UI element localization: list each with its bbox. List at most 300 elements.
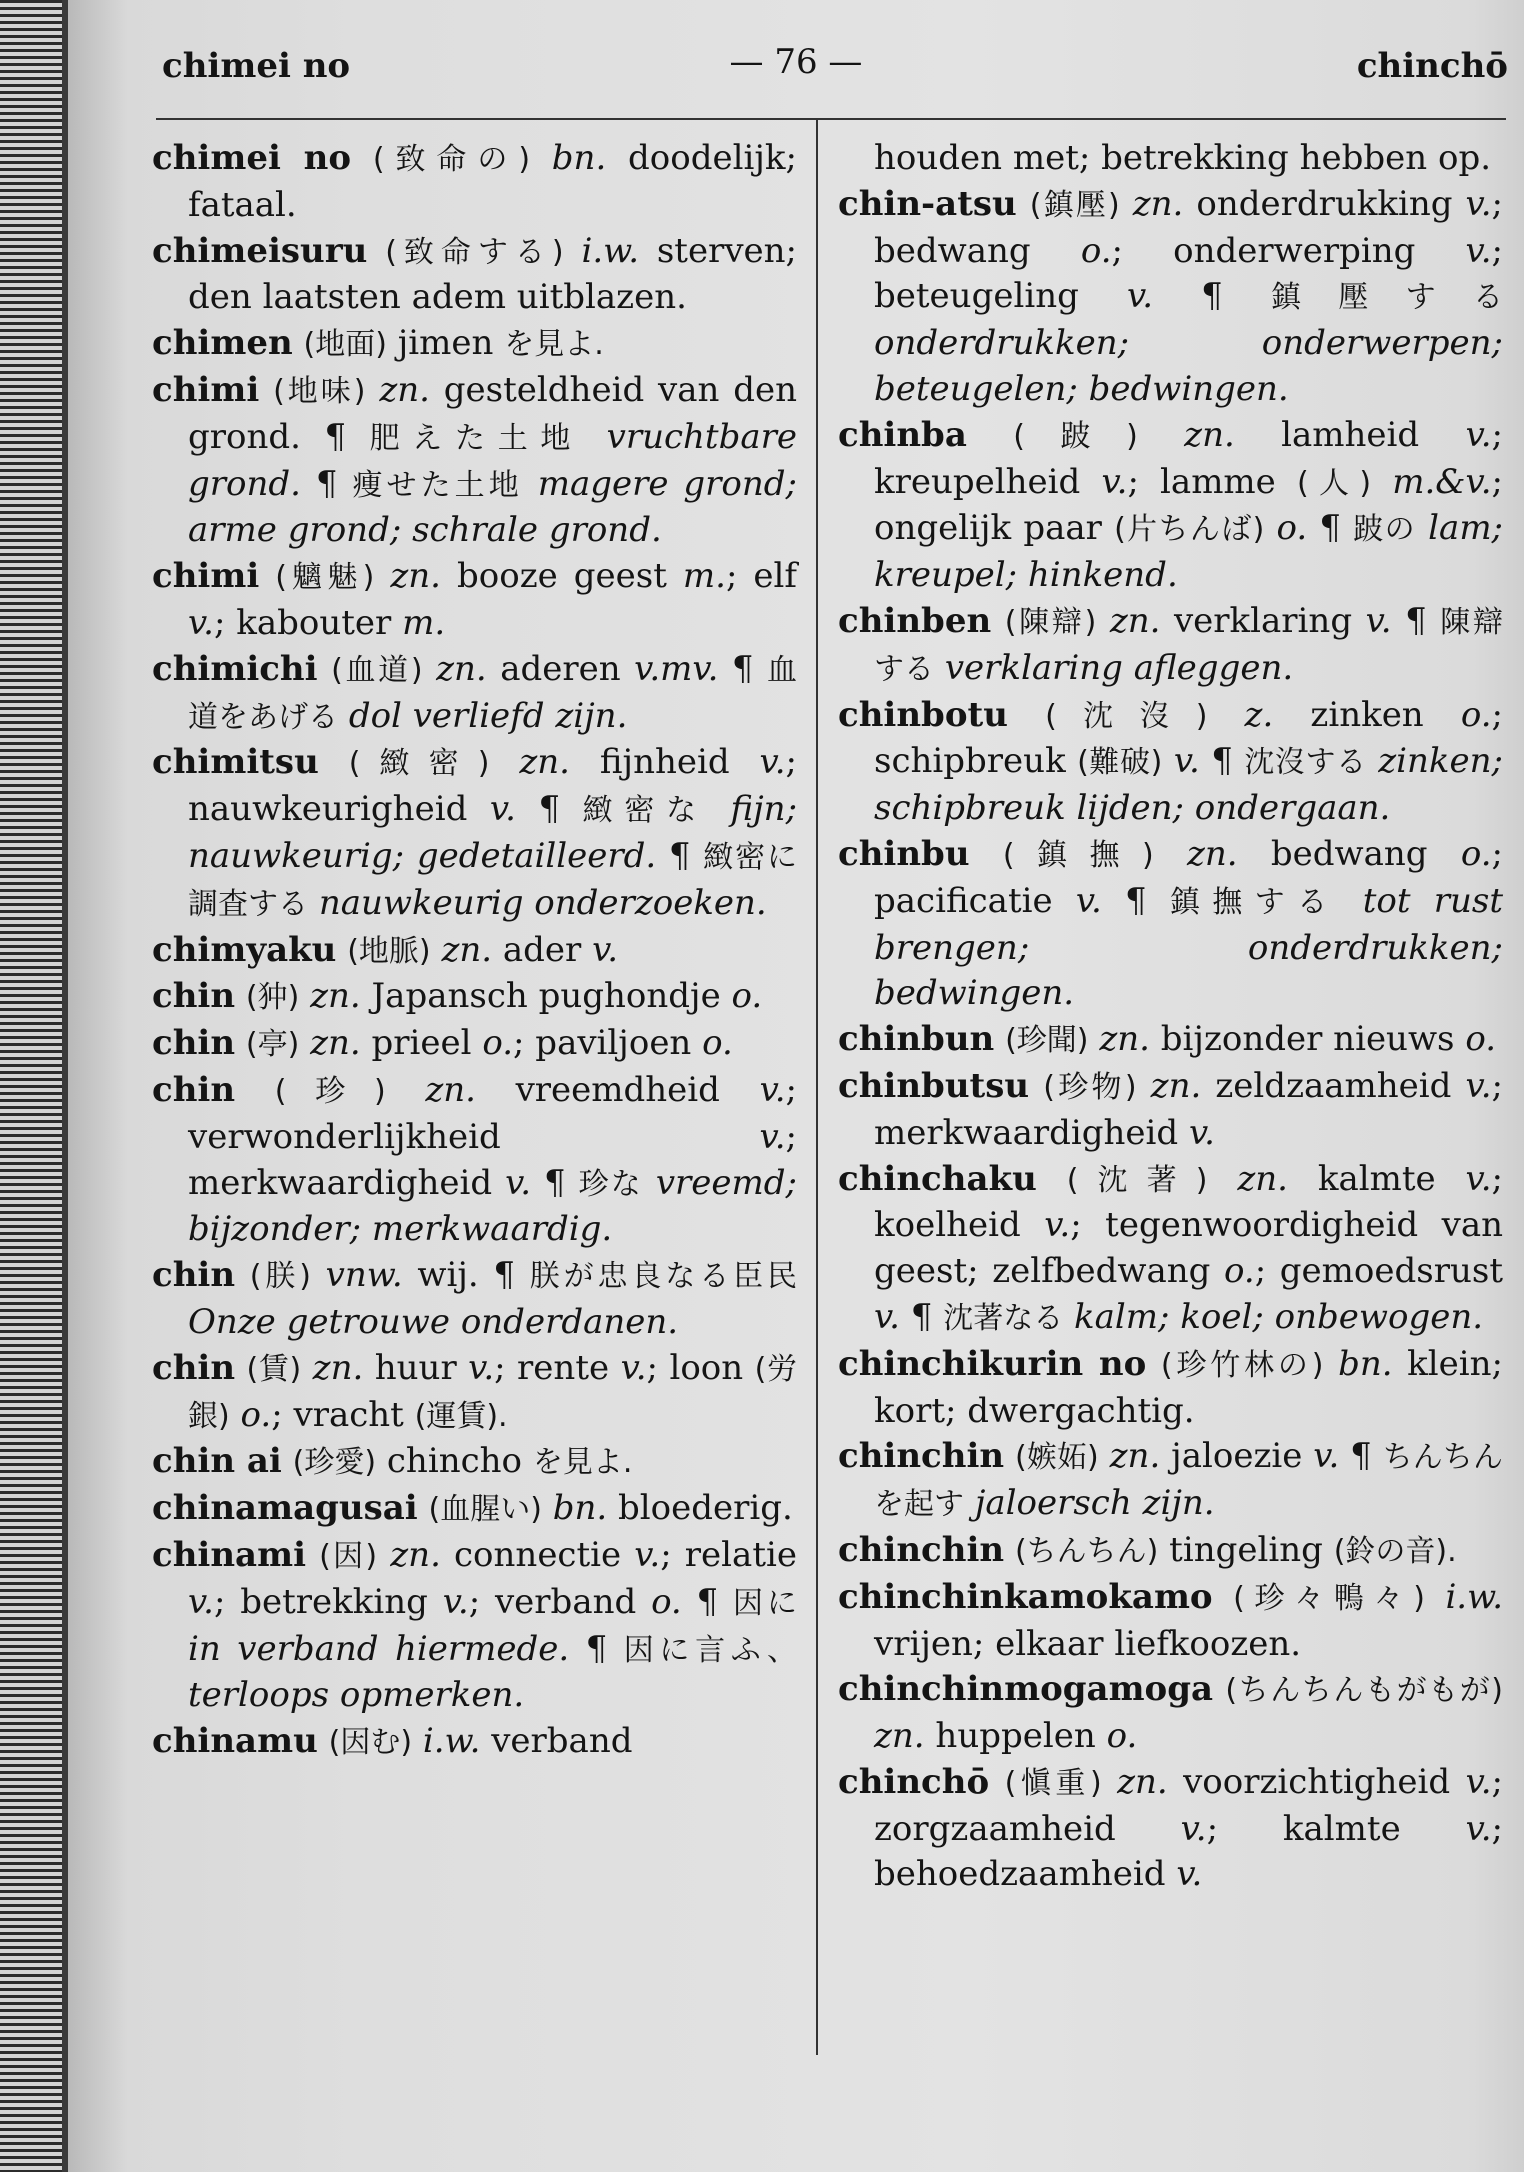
entry-text bbox=[386, 1070, 426, 1110]
entry-headword: chinben bbox=[838, 600, 992, 641]
entry-text bbox=[1367, 741, 1378, 781]
entry-text bbox=[1207, 1159, 1237, 1199]
entry-italic-text: jaloersch zijn. bbox=[974, 1483, 1215, 1524]
entry-kanji: (魑魅) bbox=[275, 560, 375, 596]
dictionary-entry bbox=[152, 1021, 797, 1068]
entry-text bbox=[1102, 1762, 1117, 1802]
entry-text: connectie bbox=[440, 1534, 635, 1575]
entry-italic-text: v. bbox=[1465, 1761, 1492, 1802]
running-head-left: chimei no bbox=[162, 46, 351, 86]
entry-italic-text: vreemd; bijzonder; merkwaardig. bbox=[188, 1162, 798, 1250]
entry-text: verband bbox=[480, 1721, 633, 1762]
entry-text: ; pacificatie bbox=[874, 833, 1503, 921]
column-divider bbox=[816, 120, 818, 2055]
entry-headword: chin bbox=[152, 1023, 236, 1064]
entry-text bbox=[583, 417, 607, 457]
entry-text: gesteldheid van den grond. ¶ bbox=[188, 369, 797, 457]
dictionary-entry bbox=[838, 1575, 1503, 1668]
entry-text bbox=[964, 1483, 975, 1523]
entry-italic-text: v. bbox=[1101, 461, 1128, 502]
entry-text bbox=[934, 648, 945, 688]
entry-text: doodelijk; fataal. bbox=[188, 138, 797, 225]
entry-italic-text: v. bbox=[1465, 414, 1492, 455]
dictionary-entry bbox=[838, 136, 1503, 182]
running-head-right: chinchō bbox=[1356, 46, 1508, 86]
entry-italic-text: bn. bbox=[551, 138, 607, 178]
entry-italic-text: zn. bbox=[519, 742, 570, 783]
entry-text: fijnheid bbox=[569, 742, 760, 783]
entry-text: klein; kort; dwergachtig. bbox=[874, 1343, 1503, 1431]
entry-italic-text: zn. bbox=[1184, 414, 1235, 455]
book-spine-binding bbox=[0, 0, 68, 2172]
entry-text: ; relatie bbox=[660, 1534, 797, 1575]
entry-kanji: 朕が忠良なる臣民 bbox=[529, 1259, 797, 1295]
entry-italic-text: nauwkeurig onderzoeken. bbox=[318, 882, 767, 923]
entry-kanji: 肥えた土地 bbox=[369, 420, 584, 456]
dictionary-entry bbox=[152, 368, 797, 554]
entry-italic-text: v. bbox=[620, 1347, 647, 1388]
entry-headword: chinchaku bbox=[838, 1158, 1037, 1199]
entry-italic-text: v. bbox=[1176, 1854, 1203, 1895]
entry-text bbox=[299, 1023, 310, 1063]
entry-italic-text: kalm; koel; onbewogen. bbox=[1074, 1296, 1484, 1337]
entry-headword: chinbun bbox=[838, 1019, 995, 1060]
entry-text bbox=[308, 883, 319, 923]
dictionary-entry bbox=[838, 1528, 1503, 1575]
entry-kanji: (鎮壓) bbox=[1029, 187, 1120, 223]
entry-kanji: (珍物) bbox=[1043, 1069, 1137, 1105]
entry-text bbox=[1120, 184, 1133, 224]
entry-kanji: (陳辯) bbox=[1004, 604, 1097, 640]
entry-kanji: 緻密に調査する bbox=[188, 839, 798, 922]
entry-text: bijzonder nieuws bbox=[1149, 1019, 1466, 1060]
entry-text: ader bbox=[492, 929, 593, 970]
entry-italic-text: zinken; schipbreuk lijden; ondergaan. bbox=[874, 741, 1504, 829]
entry-italic-text: v. bbox=[1127, 276, 1154, 317]
entry-kanji: (緻密) bbox=[348, 746, 490, 782]
entry-text: ; kalmte bbox=[1206, 1808, 1466, 1849]
entry-kanji: 血道をあげる bbox=[188, 652, 798, 735]
entry-text: ; schipbreuk bbox=[874, 694, 1503, 782]
entry-italic-text: in verband hiermede. bbox=[188, 1628, 570, 1669]
dictionary-entry bbox=[152, 740, 797, 927]
entry-text: ¶ bbox=[1339, 1436, 1383, 1477]
entry-italic-text: i.w. bbox=[1445, 1576, 1503, 1617]
entry-italic-text: zn. bbox=[1237, 1158, 1288, 1199]
entry-text bbox=[311, 1255, 326, 1295]
entry-text: ; vracht bbox=[271, 1394, 415, 1435]
entry-text: kalmte bbox=[1287, 1158, 1466, 1199]
entry-text: ; bedwang bbox=[874, 183, 1503, 271]
dictionary-page bbox=[68, 0, 1524, 2172]
entry-italic-text: v. bbox=[505, 1162, 532, 1203]
entry-kanji: (珍々鴨々) bbox=[1233, 1580, 1425, 1616]
dictionary-entry bbox=[838, 693, 1503, 832]
entry-text: ; rente bbox=[494, 1347, 621, 1388]
entry-italic-text: v. bbox=[1173, 741, 1200, 782]
entry-italic-text: v. bbox=[1313, 1436, 1340, 1477]
entry-kanji: (致命する) bbox=[385, 234, 564, 270]
entry-headword: chin bbox=[152, 1069, 236, 1110]
entry-kanji: (珍聞) bbox=[1005, 1023, 1089, 1059]
entry-italic-text: m. bbox=[402, 602, 446, 643]
entry-text: ; loon bbox=[646, 1347, 755, 1388]
entry-kanji: (人) bbox=[1296, 465, 1372, 501]
entry-text: vreemdheid bbox=[475, 1069, 760, 1110]
entry-headword: chinchikurin no bbox=[838, 1343, 1147, 1384]
entry-kanji: (鎮撫) bbox=[1002, 837, 1154, 873]
entry-italic-text: lam; kreupel; hinkend. bbox=[874, 508, 1504, 596]
entry-text: ; elf bbox=[725, 556, 798, 597]
header-rule bbox=[156, 118, 1506, 120]
entry-kanji: (愼重) bbox=[1004, 1765, 1102, 1801]
entry-text: ¶ bbox=[899, 1296, 944, 1337]
entry-kanji: 痩せた土地 bbox=[352, 467, 523, 503]
dictionary-entry bbox=[152, 1253, 797, 1346]
dictionary-entry bbox=[838, 1342, 1503, 1435]
entry-italic-text: v.mv. bbox=[634, 648, 719, 689]
entry-italic-text: o. bbox=[1465, 1019, 1497, 1060]
entry-headword: chinchinkamokamo bbox=[838, 1576, 1213, 1617]
entry-kanji: 鎮壓する bbox=[1270, 280, 1504, 316]
entry-kanji: (沈沒) bbox=[1045, 698, 1208, 734]
entry-kanji: 沈沒する bbox=[1244, 745, 1367, 781]
entry-headword: chimitsu bbox=[152, 742, 319, 783]
entry-kanji: (因む) bbox=[328, 1725, 413, 1761]
entry-text: houden met; betrekking hebben op. bbox=[874, 138, 1492, 178]
entry-italic-text: o. bbox=[702, 1023, 733, 1064]
dictionary-entry bbox=[152, 928, 797, 975]
entry-text bbox=[1138, 415, 1184, 455]
entry-italic-text: zn. bbox=[1186, 833, 1238, 874]
right-column bbox=[838, 136, 1503, 1898]
entry-text: lamheid bbox=[1234, 414, 1466, 455]
entry-text: ; ongelijk paar bbox=[874, 461, 1503, 549]
dictionary-entry bbox=[152, 321, 797, 368]
entry-text: ; onderwerping bbox=[1111, 230, 1466, 271]
entry-text: ¶ bbox=[656, 835, 704, 876]
entry-italic-text: v. bbox=[1365, 600, 1392, 641]
entry-text bbox=[489, 742, 519, 782]
entry-text bbox=[1063, 1297, 1074, 1337]
entry-italic-text: v. bbox=[489, 789, 516, 830]
entry-text: ¶ bbox=[681, 1581, 733, 1622]
entry-italic-text: Onze getrouwe onderdanen. bbox=[188, 1301, 679, 1342]
entry-italic-text: o. bbox=[1106, 1716, 1138, 1757]
dictionary-entry bbox=[152, 1439, 797, 1486]
entry-text bbox=[299, 976, 310, 1016]
entry-text: ; behoedzaamheid bbox=[874, 1808, 1504, 1895]
entry-text: ; kreupelheid bbox=[874, 414, 1504, 502]
entry-italic-text: o. bbox=[651, 1581, 682, 1622]
entry-text bbox=[1089, 1019, 1100, 1059]
entry-text bbox=[1207, 695, 1244, 735]
entry-kanji: 鎮撫する bbox=[1169, 884, 1340, 920]
entry-kanji: (朕) bbox=[249, 1259, 311, 1295]
entry-italic-text: fijn; nauwkeurig; gedetailleerd. bbox=[188, 789, 798, 876]
entry-kanji: (亭) bbox=[245, 1027, 300, 1063]
entry-headword: chinamu bbox=[152, 1721, 318, 1762]
entry-italic-text: zn. bbox=[436, 648, 487, 689]
entry-headword: chinba bbox=[838, 414, 967, 455]
entry-text: wij. ¶ bbox=[402, 1255, 530, 1296]
entry-text bbox=[377, 1535, 390, 1575]
entry-italic-text: v. bbox=[759, 742, 786, 783]
entry-italic-text: zn. bbox=[310, 976, 361, 1017]
page-number: — 76 — bbox=[729, 42, 863, 82]
dictionary-entry bbox=[838, 1017, 1503, 1064]
entry-text: sterven; den laatsten adem uitblazen. bbox=[188, 230, 797, 318]
entry-italic-text: v. bbox=[1044, 1205, 1071, 1246]
entry-text bbox=[1154, 834, 1187, 874]
entry-text: tingeling bbox=[1158, 1529, 1334, 1570]
entry-text bbox=[1425, 1577, 1446, 1617]
entry-headword: chin ai bbox=[152, 1441, 282, 1482]
entry-italic-text: v. bbox=[874, 1296, 900, 1337]
entry-italic-text: magere grond; arme grond; schrale grond. bbox=[188, 463, 798, 551]
entry-text bbox=[230, 1395, 241, 1435]
entry-text bbox=[412, 1721, 423, 1761]
entry-kanji: (地面) bbox=[303, 327, 387, 363]
entry-text: ¶ bbox=[1153, 276, 1271, 317]
dictionary-entry bbox=[152, 1533, 797, 1719]
entry-kanji: (地脈) bbox=[347, 933, 431, 969]
entry-text: ; gemoedsrust bbox=[1254, 1251, 1503, 1292]
entry-text: voorzichtigheid bbox=[1167, 1761, 1466, 1802]
entry-italic-text: o. bbox=[1080, 230, 1112, 271]
entry-headword: chinbotu bbox=[838, 694, 1008, 735]
entry-italic-text: bn. bbox=[1338, 1343, 1393, 1384]
entry-italic-text: v. bbox=[759, 1069, 786, 1110]
entry-text: ¶ bbox=[1391, 600, 1441, 641]
dictionary-entry bbox=[838, 1667, 1503, 1760]
entry-kanji: (嫉妬) bbox=[1015, 1440, 1099, 1476]
entry-italic-text: zn. bbox=[310, 1023, 361, 1064]
entry-italic-text: v. bbox=[1465, 230, 1492, 271]
entry-headword: chin bbox=[152, 1255, 236, 1296]
entry-text: ; tegenwoordigheid van geest; zelfbedwang bbox=[874, 1205, 1503, 1292]
entry-headword: chimen bbox=[152, 323, 293, 364]
entry-italic-text: v. bbox=[592, 929, 619, 970]
entry-kanji: (賃) bbox=[246, 1351, 302, 1387]
entry-italic-text: m.&v. bbox=[1392, 461, 1492, 502]
dictionary-entry bbox=[838, 413, 1503, 599]
entry-headword: chinchinmogamoga bbox=[838, 1669, 1214, 1710]
entry-text: ; verband bbox=[468, 1581, 652, 1622]
entry-italic-text: zn. bbox=[390, 1534, 441, 1575]
entry-kanji: (珍竹林の) bbox=[1160, 1347, 1324, 1383]
entry-headword: chinchin bbox=[838, 1529, 1005, 1570]
entry-text bbox=[301, 1348, 312, 1388]
entry-text: huppelen bbox=[924, 1716, 1107, 1757]
entry-text: jimen bbox=[386, 323, 505, 364]
entry-italic-text: m. bbox=[682, 556, 726, 597]
entry-italic-text: zn. bbox=[425, 1069, 476, 1110]
entry-italic-text: verklaring afleggen. bbox=[944, 647, 1294, 688]
entry-text bbox=[1162, 741, 1173, 781]
entry-italic-text: tot rust brengen; onderdrukken; bedwingen. bbox=[874, 880, 1503, 1014]
entry-kanji: 緻密な bbox=[582, 793, 708, 829]
entry-headword: chimeisuru bbox=[152, 230, 368, 271]
entry-italic-text: zn. bbox=[1117, 1761, 1168, 1802]
entry-text bbox=[1416, 508, 1428, 548]
entry-headword: chin bbox=[152, 1347, 236, 1388]
entry-text: aderen bbox=[486, 648, 635, 689]
entry-italic-text: zn. bbox=[1109, 600, 1161, 641]
entry-italic-text: o. bbox=[1224, 1251, 1255, 1292]
entry-text: ¶ bbox=[569, 1628, 624, 1669]
entry-italic-text: terloops opmerken. bbox=[188, 1675, 525, 1716]
entry-text: vrijen; elkaar liefkoozen. bbox=[874, 1623, 1302, 1664]
dictionary-entry bbox=[152, 1346, 797, 1440]
entry-text bbox=[366, 370, 380, 410]
entry-italic-text: dol verliefd zijn. bbox=[348, 695, 628, 736]
entry-kanji: (沈著) bbox=[1066, 1162, 1208, 1198]
entry-text bbox=[1137, 1066, 1151, 1106]
entry-italic-text: vnw. bbox=[325, 1255, 403, 1296]
entry-italic-text: i.w. bbox=[581, 230, 640, 271]
entry-text: prieel bbox=[360, 1023, 483, 1064]
entry-headword: chimei no bbox=[152, 138, 352, 178]
entry-italic-text: zn. bbox=[441, 929, 493, 970]
entry-italic-text: zn. bbox=[1132, 183, 1184, 224]
entry-text: bloederig. bbox=[607, 1488, 793, 1529]
entry-kanji: (血腥い) bbox=[428, 1492, 542, 1528]
entry-text: jaloezie bbox=[1160, 1436, 1314, 1477]
entry-text: ¶ bbox=[1307, 508, 1354, 549]
entry-text: ; betrekking bbox=[213, 1581, 443, 1622]
dictionary-entry bbox=[838, 182, 1503, 413]
dictionary-entry bbox=[152, 974, 797, 1021]
entry-italic-text: zn. bbox=[1109, 1436, 1161, 1477]
entry-italic-text: v. bbox=[1465, 183, 1492, 224]
dictionary-entry bbox=[152, 1719, 797, 1766]
dictionary-entry bbox=[838, 1760, 1503, 1898]
entry-headword: chimyaku bbox=[152, 929, 337, 970]
entry-kanji: (労銀) bbox=[188, 1351, 797, 1434]
entry-kanji: (片ちんば) bbox=[1114, 512, 1265, 548]
entry-text bbox=[708, 789, 731, 829]
entry-italic-text: v. bbox=[1465, 1158, 1492, 1199]
entry-italic-text: zn. bbox=[390, 556, 441, 597]
entry-kanji: (珍愛) bbox=[292, 1445, 377, 1481]
entry-headword: chinbutsu bbox=[838, 1065, 1030, 1106]
entry-text: ; merkwaardigheid bbox=[188, 1116, 797, 1203]
entry-kanji: (運賃). bbox=[414, 1398, 508, 1434]
entry-text: Japansch pughondje bbox=[360, 976, 732, 1017]
dictionary-entry bbox=[838, 1064, 1503, 1157]
entry-kanji: (ちんちん) bbox=[1014, 1533, 1159, 1569]
entry-headword: chimi bbox=[152, 556, 260, 597]
entry-headword: chimichi bbox=[152, 648, 318, 689]
dictionary-entry bbox=[152, 136, 797, 229]
entry-italic-text: v. bbox=[468, 1347, 495, 1388]
entry-italic-text: v. bbox=[634, 1534, 661, 1575]
dictionary-entry bbox=[152, 647, 797, 741]
entry-text: ; zorgzaamheid bbox=[874, 1761, 1504, 1849]
entry-kanji: (珍) bbox=[274, 1073, 386, 1109]
entry-text: ; verwonderlijkheid bbox=[188, 1069, 798, 1157]
entry-text: verklaring bbox=[1160, 600, 1366, 641]
entry-italic-text: o. bbox=[482, 1023, 514, 1064]
entry-text: chincho bbox=[376, 1441, 533, 1482]
entry-text: zeldzaamheid bbox=[1201, 1065, 1466, 1106]
entry-kanji: 因に bbox=[733, 1585, 797, 1621]
entry-italic-text: o. bbox=[1460, 833, 1492, 874]
entry-text bbox=[564, 231, 582, 271]
entry-text: ; lamme bbox=[1127, 461, 1297, 502]
entry-kanji: 陳辯する bbox=[874, 604, 1503, 687]
entry-kanji: (致命の) bbox=[372, 142, 531, 177]
entry-italic-text: zn. bbox=[312, 1347, 364, 1388]
entry-kanji: (鈴の音). bbox=[1333, 1533, 1457, 1569]
entry-text: ¶ bbox=[1199, 741, 1245, 782]
entry-headword: chinamagusai bbox=[152, 1488, 418, 1529]
entry-italic-text: zn. bbox=[1099, 1019, 1150, 1060]
entry-kanji: (地味) bbox=[273, 373, 366, 409]
entry-italic-text: o. bbox=[1460, 694, 1492, 735]
entry-italic-text: v. bbox=[1180, 1808, 1207, 1849]
entry-italic-text: v. bbox=[1465, 1065, 1492, 1106]
entry-headword: chin-atsu bbox=[838, 183, 1017, 224]
entry-italic-text: v. bbox=[1465, 1808, 1492, 1849]
entry-text bbox=[523, 464, 538, 504]
entry-italic-text: zn. bbox=[1150, 1065, 1202, 1106]
entry-kanji: 因に言ふ、 bbox=[623, 1632, 797, 1668]
entry-text bbox=[338, 696, 349, 736]
entry-headword: chimi bbox=[152, 369, 260, 410]
entry-italic-text: z. bbox=[1244, 694, 1274, 735]
dictionary-entry bbox=[152, 1068, 797, 1253]
dictionary-entry bbox=[838, 832, 1503, 1017]
entry-kanji: を見よ. bbox=[504, 327, 604, 363]
entry-text bbox=[530, 138, 552, 178]
entry-italic-text: o. bbox=[1276, 508, 1308, 549]
entry-italic-text: o. bbox=[731, 976, 763, 1017]
entry-italic-text: zn. bbox=[874, 1716, 925, 1757]
entry-kanji: 沈著なる bbox=[943, 1300, 1064, 1336]
entry-text: ¶ bbox=[531, 1162, 579, 1203]
entry-italic-text: v. bbox=[1075, 880, 1102, 921]
entry-text: ; koelheid bbox=[874, 1158, 1503, 1246]
entry-kanji: (跛) bbox=[1013, 418, 1138, 454]
entry-italic-text: v. bbox=[442, 1581, 469, 1622]
entry-italic-text: vruchtbare grond. bbox=[188, 416, 797, 504]
entry-text: ¶ bbox=[300, 463, 353, 504]
entry-kanji: 跛の bbox=[1353, 512, 1416, 548]
entry-italic-text: i.w. bbox=[422, 1721, 481, 1762]
entry-kanji: (狆) bbox=[245, 980, 300, 1016]
entry-text bbox=[1323, 1344, 1338, 1384]
entry-text: huur bbox=[363, 1347, 469, 1388]
entry-text: ¶ bbox=[515, 789, 583, 830]
entry-headword: chinchō bbox=[838, 1761, 990, 1802]
entry-kanji: (ちんちんもがもが) bbox=[1225, 1673, 1503, 1709]
entry-headword: chinami bbox=[152, 1534, 306, 1575]
entry-text bbox=[1264, 508, 1276, 548]
entry-headword: chinbu bbox=[838, 833, 970, 874]
entry-text: bedwang bbox=[1237, 833, 1461, 874]
entry-italic-text: v. bbox=[759, 1116, 786, 1157]
entry-text: ; beteugeling bbox=[874, 230, 1503, 317]
entry-kanji: ちんちんを起す bbox=[874, 1440, 1503, 1523]
entry-text: ¶ bbox=[718, 648, 768, 689]
entry-italic-text: zn. bbox=[379, 369, 430, 410]
entry-text: zinken bbox=[1273, 694, 1461, 735]
entry-text bbox=[431, 930, 442, 970]
entry-text bbox=[1340, 881, 1363, 921]
entry-text bbox=[1096, 601, 1110, 641]
